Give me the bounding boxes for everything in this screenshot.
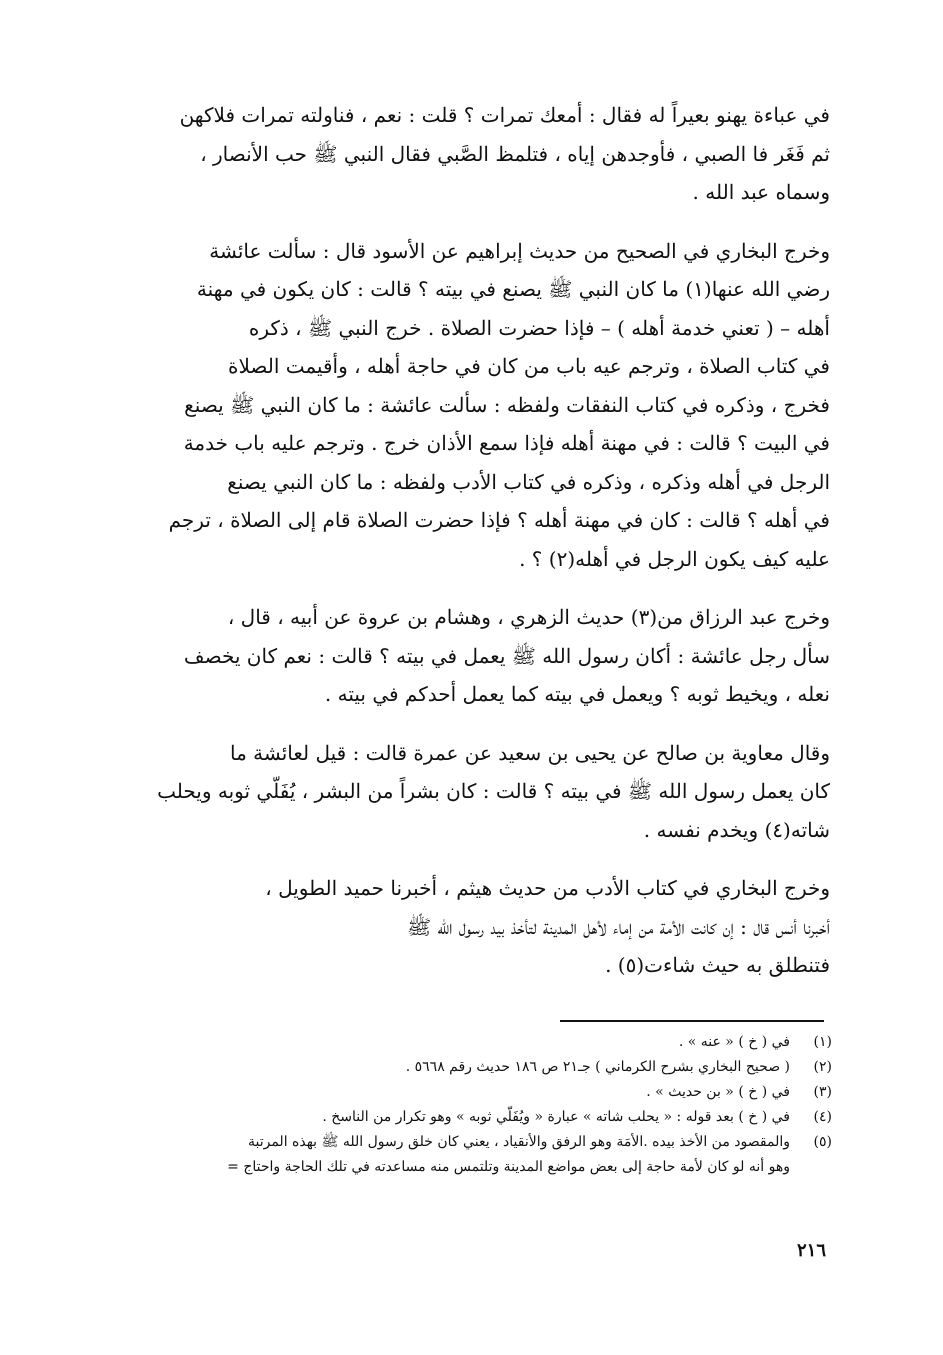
text-line: وسماه عبد الله .: [692, 180, 830, 204]
footnote-line: وهو أنه لو كان لأمة حاجة إلى بعض مواضع المدينة وتلتمس منه مساعدته في تلك الحاجة واحتاج =: [227, 1159, 790, 1175]
footnote-line: في ( خ ) بعد قوله : « يحلب شاته » عبارة « ويُفَلّي ثوبه » وهو تكرار من الناسخ .: [322, 1109, 790, 1125]
main-text: [95, 96, 830, 1005]
footnote-line: ( صحيح البخاري بشرح الكرماني ) جـ٢١ ص ١٨٦ حديث رقم ٥٦٦٨ .: [405, 1059, 790, 1075]
text-line: وخرج عبد الرزاق من(٣) حديث الزهري ، وهشام بن عروة عن أبيه ، قال ،: [227, 605, 830, 629]
footnote-text: [80, 1105, 790, 1130]
text-line: سأل رجل عائشة : أكان رسول الله ﷺ يعمل في بيته ؟ قالت : نعم كان يخصف: [183, 643, 830, 668]
footnote-divider: [560, 1020, 824, 1022]
text-line: فتنطلق به حيث شاءت(٥) .: [605, 953, 830, 977]
paragraph: [95, 734, 830, 850]
footnote-text: [80, 1080, 790, 1105]
text-line: وخرج البخاري في كتاب الأدب من حديث هيثم ، أخبرنا حميد الطويل ،: [265, 876, 830, 900]
footnote: [80, 1130, 832, 1180]
footnote-number: (٥): [813, 1134, 832, 1150]
text-line: في كتاب الصلاة ، وترجم عيه باب من كان في حاجة أهله ، وأقيمت الصلاة: [227, 354, 830, 378]
text-line: نعله ، ويخيط ثوبه ؟ ويعمل في بيته كما يعمل أحدكم في بيته .: [324, 682, 830, 706]
text-line: في أهله ؟ قالت : كان في مهنة أهله ؟ فإذا حضرت الصلاة قام إلى الصلاة ، ترجم: [168, 508, 830, 532]
text-line: عليه كيف يكون الرجل في أهله(٢) ؟ .: [519, 546, 830, 571]
text-line: وخرج البخاري في الصحيح من حديث إبراهيم عن الأسود قال : سألت عائشة: [209, 238, 830, 263]
text-line: كان يعمل رسول الله ﷺ في بيته ؟ قالت : كان بشراً من البشر ، يُفَلّي ثوبه ويحلب: [157, 779, 830, 803]
footnote: [80, 1030, 832, 1055]
text-line: ثم فَغَر فا الصبي ، فأوجدهن إياه ، فتلمظ الصَّبي فقال النبي ﷺ حب الأنصار ،: [200, 141, 830, 166]
paragraph: [95, 232, 830, 579]
footnote-text: [80, 1030, 790, 1055]
footnote: [80, 1055, 832, 1080]
footnote-line: في ( خ ) « عنه » .: [678, 1034, 790, 1050]
paragraph: [95, 598, 830, 714]
footnote-line: في ( خ ) « بن حديث » .: [646, 1084, 790, 1100]
footnote-text: [80, 1055, 790, 1080]
footnote: [80, 1080, 832, 1105]
paragraph: [95, 869, 830, 985]
page-number: ٢١٦: [796, 1240, 826, 1261]
text-line: شاته(٤) ويخدم نفسه .: [643, 817, 830, 842]
footnote-number: (٤): [813, 1109, 832, 1125]
footnote-text: [80, 1130, 790, 1180]
text-line: أهله – ( تعني خدمة أهله ) – فإذا حضرت الصلاة . خرج النبي ﷺ ، ذكره: [248, 315, 830, 340]
text-line: فخرج ، وذكره في كتاب النفقات ولفظه : سألت عائشة : ما كان النبي ﷺ يصنع: [184, 392, 830, 417]
footnote-number: (١): [813, 1034, 832, 1050]
text-line: في البيت ؟ قالت : في مهنة أهله فإذا سمع الأذان خرج . وترجم عليه باب خدمة: [183, 431, 830, 455]
footnote: [80, 1105, 832, 1130]
paragraph: [95, 96, 830, 212]
text-line: الرجل في أهله وذكره ، وذكره في كتاب الأدب ولفظه : ما كان النبي يصنع: [227, 469, 830, 494]
footnotes: [80, 1030, 832, 1180]
text-line: وقال معاوية بن صالح عن يحيى بن سعيد عن عمرة قالت : قيل لعائشة ما: [230, 740, 830, 765]
text-line: في عباءة يهنو بعيراً له فقال : أمعك تمرات ؟ قلت : نعم ، فناولته تمرات فلاكهن: [179, 103, 830, 127]
footnote-number: (٢): [813, 1059, 832, 1075]
text-line: رضي الله عنها(١) ما كان النبي ﷺ يصنع في بيته ؟ قالت : كان يكون في مهنة: [196, 277, 830, 301]
footnote-line: والمقصود من الأخذ بيده .الأمَة وهو الرفق والأنقياد ، يعني كان خلق رسول الله ﷺ بهذه المرتبة: [247, 1134, 790, 1150]
text-line: أخبرنا أنس قال : إن كانت الأمة من إماء لأهل المدينة لتأخذ بيد رسول الله ﷺ: [406, 914, 830, 939]
footnote-number: (٣): [813, 1084, 832, 1100]
